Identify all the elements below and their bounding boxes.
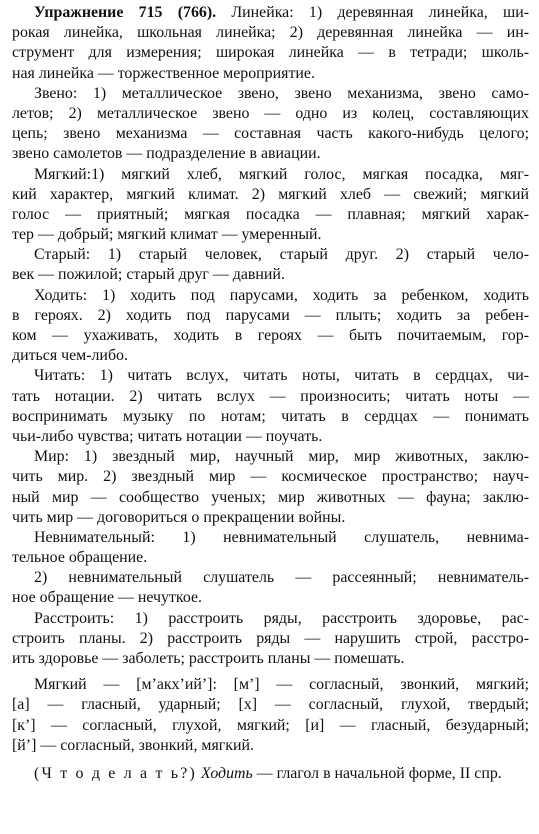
text-line: тать нотации. 2) читать вслух — произносить; читать ноты — — [12, 387, 529, 405]
section-chitat — [12, 366, 529, 447]
text-line: диться чем-либо. — [12, 347, 128, 365]
text-line: чить мир. 2) звездный мир — космическое пространство; науч- — [12, 468, 529, 486]
text-line: ная линейка — торжественное мероприятие. — [12, 64, 315, 82]
text-line: струмент для измерения; широкая линейка — в тетради; школь- — [12, 44, 529, 62]
text-line: звено самолетов — подразделение в авиации. — [12, 145, 321, 163]
text-line: чьи-либо чувства; читать нотации — поучать. — [12, 427, 323, 445]
text-line: чить мир — договориться о прекращении войны. — [12, 508, 346, 526]
morph-rest: — глагол в начальной форме, II спр. — [256, 764, 502, 782]
text-line: Мягкий:1) мягкий хлеб, мягкий голос, мягкая посадка, мяг- — [34, 165, 529, 183]
text-line: ное обращение — нечуткое. — [12, 589, 203, 607]
morph-question: (Ч т о д е л а т ь?) — [34, 764, 197, 782]
text-line: голос — приятный; мягкая посадка — плавная; мягкий харак- — [12, 205, 529, 223]
section-staryy — [12, 245, 529, 285]
phonetic-analysis — [12, 675, 529, 756]
text-line: Расстроить: 1) расстроить ряды, расстроить здоровье, рас- — [34, 609, 529, 627]
section-zveno — [12, 84, 529, 165]
section-lineyka — [12, 3, 529, 84]
text-line: Невнимательный: 1) невнимательный слушатель, невнима- — [34, 528, 529, 546]
section-khodit — [12, 286, 529, 367]
exercise-page — [12, 3, 529, 784]
text-line: Ходить: 1) ходить под парусами, ходить за ребенком, ходить — [34, 286, 529, 304]
text-line: ный мир — сообщество ученых; мир животных — фауна; заклю- — [12, 488, 529, 506]
text-line: строить планы. 2) расстроить ряды — нарушить строй, расстро- — [12, 629, 529, 647]
text-line: 2) невнимательный слушатель — рассеянный; невниматель- — [34, 569, 529, 587]
text-line: Старый: 1) старый человек, старый друг. 2) старый чело- — [34, 246, 529, 264]
text-line: кий характер, мягкий климат. 2) мягкий хлеб — свежий; мягкий — [12, 185, 529, 203]
morph-word: Ходить — [200, 764, 253, 782]
text-line: ить здоровье — заболеть; расстроить планы — помешать. — [12, 650, 405, 667]
text-line: [а] — гласный, ударный; [х] — согласный, глухой, твердый; — [12, 696, 529, 714]
text-line — [12, 764, 529, 784]
text-line: Мир: 1) звездный мир, научный мир, мир животных, заклю- — [34, 448, 529, 466]
text-line: воспринимать музыку по нотам; читать в сердцах — понимать — [12, 407, 529, 425]
text-line: летов; 2) металлическое звено — одно из колец, составляющих — [12, 104, 529, 122]
text-line: [й’] — согласный, звонкий, мягкий. — [12, 736, 254, 754]
text-line: век — пожилой; старый друг — давний. — [12, 266, 285, 284]
text-line: Мягкий — [м’акх’ий’]: [м’] — согласный, звонкий, мягкий; — [34, 676, 529, 694]
text-line: Читать: 1) читать вслух, читать ноты, читать в сердцах, чи- — [34, 367, 529, 385]
morphological-analysis — [12, 764, 529, 784]
text-span: Линейка: 1) деревянная линейка, ши- — [231, 4, 529, 21]
text-line: [к’] — согласный, глухой, мягкий; [и] — гласный, безударный; — [12, 716, 529, 734]
exercise-title: Упражнение 715 (766). — [34, 4, 217, 21]
section-rasstroit — [12, 609, 529, 670]
text-line: Звено: 1) металлическое звено, звено механизма, звено само- — [34, 84, 529, 102]
text-line: тер — добрый; мягкий климат — умеренный. — [12, 226, 322, 244]
text-line: цепь; звено механизма — составная часть какого-нибудь целого; — [12, 125, 529, 143]
section-nevnimatelnyy — [12, 528, 529, 609]
section-myagkiy — [12, 165, 529, 246]
text-line: тельное обращение. — [12, 549, 148, 567]
section-mir — [12, 447, 529, 528]
text-line: в героях. 2) ходить под парусами — плыть; ходить за ребен- — [12, 306, 529, 324]
text-line — [12, 3, 529, 23]
text-line: ком — ухаживать, ходить в героях — быть почитаемым, гор- — [12, 327, 529, 344]
text-line: рокая линейка, школьная линейка; 2) деревянная линейка — ин- — [12, 24, 529, 42]
